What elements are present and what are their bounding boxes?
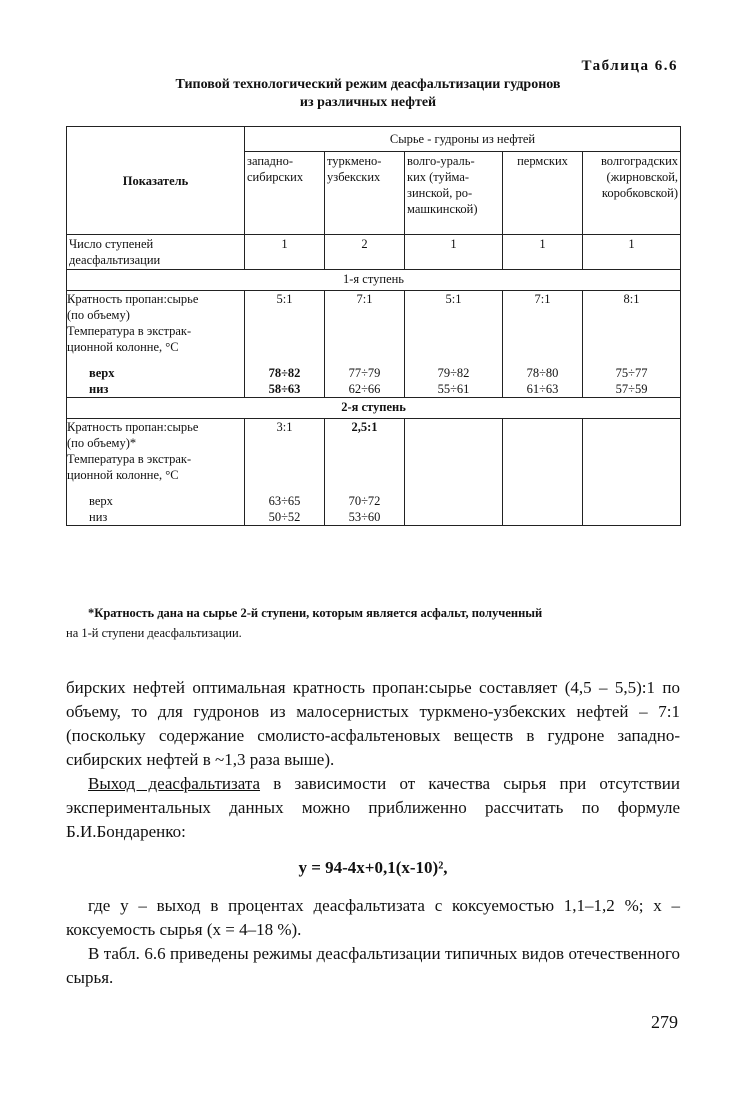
column-header-volga-ural: волго-ураль- ких (туйма- зинской, ро- машкинской) bbox=[405, 152, 503, 235]
stage-1-column-2: 7:1 77÷79 62÷66 bbox=[325, 291, 405, 398]
stage-2-column-3 bbox=[405, 419, 503, 526]
stage-1-column-5: 8:1 75÷77 57÷59 bbox=[583, 291, 681, 398]
page-number: 279 bbox=[651, 1012, 678, 1032]
table-cell: 1 bbox=[245, 235, 325, 270]
stage-2-column-2: 2,5:1 70÷72 53÷60 bbox=[325, 419, 405, 526]
stages-count-label: Число ступеней деасфальтизации bbox=[67, 235, 245, 270]
paragraph-1: бирских нефтей оптимальная кратность пропан:сырье составляет (4,5 – 5,5):1 по объему, то для гудронов из малосернистых туркмено-узбекских нефтей – 7:1 (поскольку содержание смолисто-асфальтеновых веществ в гудроне западно-сибирских нефтей в ~1,3 раза выше). bbox=[66, 678, 680, 769]
stage-2-column-4 bbox=[503, 419, 583, 526]
regime-table bbox=[66, 126, 681, 526]
caption-line-1: Типовой технологический режим деасфальтизации гудронов bbox=[175, 77, 561, 92]
indicator-header: Показатель bbox=[67, 127, 245, 235]
stage-1-column-4: 7:1 78÷80 61÷63 bbox=[503, 291, 583, 398]
stage-2-data-row bbox=[67, 419, 681, 526]
table-footnote bbox=[66, 603, 680, 643]
stages-count-row bbox=[67, 235, 681, 270]
table-cell: 2 bbox=[325, 235, 405, 270]
stage-2-title-row bbox=[67, 398, 681, 419]
footnote-bold: *Кратность дана на сырье 2-й ступени, которым является асфальт, полученный bbox=[88, 606, 543, 620]
table-cell: 1 bbox=[583, 235, 681, 270]
column-header-west-siberian: западно- сибирских bbox=[245, 152, 325, 235]
paragraph-4: В табл. 6.6 приведены режимы деасфальтизации типичных видов отечественного сырья. bbox=[66, 944, 680, 987]
stage-2-column-5 bbox=[583, 419, 681, 526]
table-cell: 1 bbox=[405, 235, 503, 270]
stage-2-labels: Кратность пропан:сырье (по объему)* Температура в экстрак- ционной колонне, °С верх низ bbox=[67, 419, 245, 526]
stage-2-column-1: 3:1 63÷65 50÷52 bbox=[245, 419, 325, 526]
yield-term: Выход деасфальтизата bbox=[88, 774, 261, 793]
column-header-volgograd: волгоградских (жирновской, коробковской) bbox=[583, 152, 681, 235]
stage-1-title: 1-я ступень bbox=[67, 270, 681, 291]
formula: у = 94-4х+0,1(х-10)², bbox=[298, 858, 448, 877]
column-header-turkmen-uzbek: туркмено- узбекских bbox=[325, 152, 405, 235]
stage-1-data-row bbox=[67, 291, 681, 398]
table-label: Таблица 6.6 bbox=[581, 58, 678, 74]
table-header-row bbox=[67, 127, 681, 152]
table-caption bbox=[0, 76, 736, 112]
stage-1-column-1: 5:1 78÷82 58÷63 bbox=[245, 291, 325, 398]
raw-material-header: Сырье - гудроны из нефтей bbox=[245, 127, 681, 152]
table-cell: 1 bbox=[503, 235, 583, 270]
paragraph-2-rest: в зависимости от качества сырья при отсутствии экспериментальных данных можно приближенно рассчитать по формуле Б.И.Бондаренко: bbox=[66, 774, 680, 841]
caption-line-2: из различных нефтей bbox=[299, 95, 437, 110]
body-text bbox=[66, 676, 680, 990]
paragraph-2 bbox=[66, 772, 680, 844]
stage-1-labels: Кратность пропан:сырье (по объему) Температура в экстрак- ционной колонне, °С верх низ bbox=[67, 291, 245, 398]
stage-1-column-3: 5:1 79÷82 55÷61 bbox=[405, 291, 503, 398]
paragraph-3: где у – выход в процентах деасфальтизата с коксуемостью 1,1–1,2 %; х – коксуемость сырья (х = 4–18 %). bbox=[66, 896, 680, 939]
stage-2-title: 2-я ступень bbox=[67, 398, 681, 419]
footnote-normal: на 1-й ступени деасфальтизации. bbox=[66, 626, 242, 640]
stage-1-title-row bbox=[67, 270, 681, 291]
column-header-perm: пермских bbox=[503, 152, 583, 235]
